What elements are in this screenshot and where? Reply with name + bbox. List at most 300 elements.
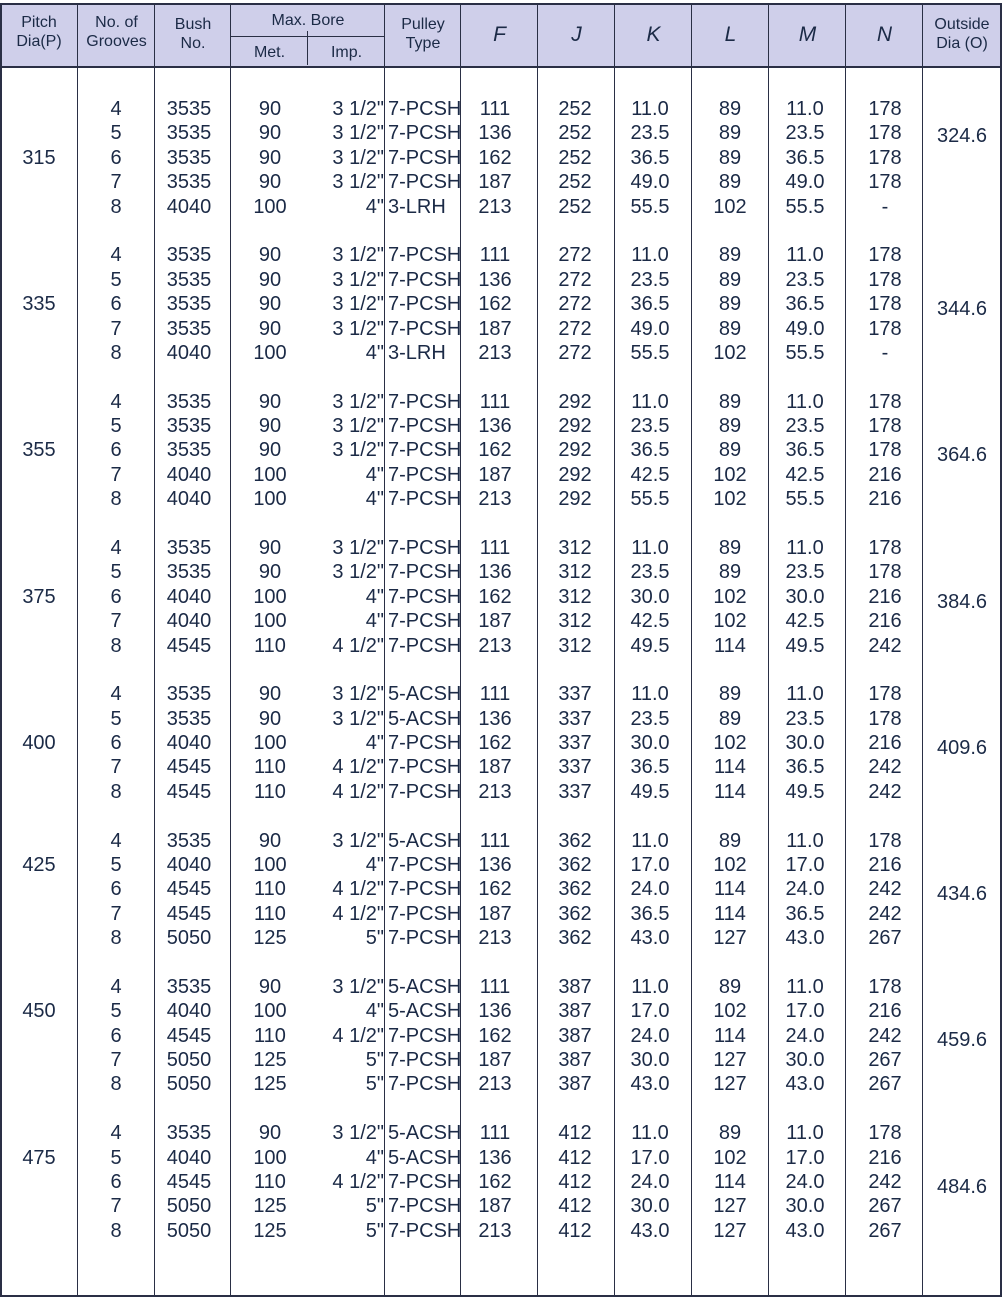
table-border-bottom — [0, 1295, 1002, 1297]
pulley-type-cell: 5-ACSH — [388, 975, 462, 998]
bore-imp-cell: 4 1/2" — [332, 780, 384, 803]
pitch-dia-cell: 355 — [22, 439, 56, 462]
m-cell: 49.0 — [785, 317, 825, 340]
header-pulley-type — [385, 15, 461, 53]
pulley-type-cell: 7-PCSH — [388, 1073, 462, 1096]
bore-met-cell: 125 — [253, 1195, 287, 1218]
pulley-type-cell: 7-PCSH — [388, 98, 462, 120]
header-bush — [155, 15, 231, 53]
bore-met-cell: 110 — [254, 634, 286, 657]
k-cell: 43.0 — [630, 1073, 670, 1096]
n-cell: 216 — [868, 853, 902, 876]
m-cell: 43.0 — [785, 1219, 825, 1242]
m-cell: 23.5 — [785, 122, 825, 145]
header-n: N — [876, 23, 893, 46]
f-cell: 187 — [478, 463, 512, 486]
header-pitch-line2: Dia(P) — [16, 33, 62, 50]
f-cell: 187 — [478, 756, 512, 779]
pulley-type-cell: 3-LRH — [388, 195, 446, 218]
k-cell: 23.5 — [630, 122, 670, 145]
l-cell: 102 — [713, 341, 747, 364]
j-cell: 292 — [558, 390, 592, 413]
bore-imp-cell: 3 1/2" — [332, 244, 384, 267]
bush-cell: 3535 — [166, 268, 212, 291]
header-pulley-line1: Pulley — [401, 16, 445, 33]
m-cell: 24.0 — [785, 1170, 825, 1193]
bore-imp-cell: 4 1/2" — [332, 878, 384, 901]
bore-imp-cell: 3 1/2" — [332, 439, 384, 462]
bore-imp-cell: 5" — [365, 927, 384, 950]
grooves-cell: 6 — [110, 585, 122, 608]
m-cell: 43.0 — [785, 927, 825, 950]
bore-met-cell: 100 — [253, 341, 287, 364]
bore-imp-cell: 3 1/2" — [332, 317, 384, 340]
n-cell: 216 — [868, 463, 902, 486]
bore-met-cell: 90 — [258, 317, 282, 340]
bore-met-cell: 100 — [253, 488, 287, 511]
bore-met-cell: 110 — [254, 1170, 286, 1193]
l-cell: 114 — [714, 878, 746, 901]
f-cell: 111 — [479, 98, 511, 120]
bore-imp-cell: 3 1/2" — [332, 146, 384, 169]
bush-cell: 4040 — [166, 195, 212, 218]
k-cell: 30.0 — [630, 1049, 670, 1071]
n-cell: 242 — [868, 780, 902, 803]
grooves-cell: 7 — [110, 902, 122, 925]
j-cell: 272 — [558, 244, 592, 267]
l-cell: 114 — [714, 780, 746, 803]
l-cell: 89 — [718, 146, 742, 169]
bush-cell: 4040 — [166, 610, 212, 633]
pitch-dia-cell: 335 — [22, 293, 56, 316]
pulley-type-cell: 7-PCSH — [388, 1195, 462, 1218]
n-cell: 216 — [868, 1000, 902, 1023]
k-cell: 49.0 — [630, 317, 670, 340]
f-cell: 213 — [478, 780, 512, 803]
bore-imp-cell: 4" — [365, 732, 384, 754]
k-cell: 24.0 — [630, 878, 670, 901]
l-cell: 102 — [713, 732, 747, 754]
f-cell: 111 — [479, 536, 511, 559]
l-cell: 114 — [714, 1024, 746, 1047]
bore-met-cell: 90 — [258, 829, 282, 852]
k-cell: 17.0 — [630, 853, 670, 876]
header-pulley-line2: Type — [405, 35, 441, 52]
bore-imp-cell: 4" — [365, 610, 384, 633]
header-grooves-line2: Grooves — [86, 33, 147, 50]
m-cell: 23.5 — [785, 707, 825, 730]
bore-met-cell: 90 — [258, 707, 282, 730]
bush-cell: 4545 — [166, 756, 212, 779]
bush-cell: 4040 — [166, 853, 212, 876]
f-cell: 187 — [478, 171, 512, 194]
n-cell: 267 — [868, 1195, 902, 1218]
bore-met-cell: 110 — [254, 780, 286, 803]
j-cell: 252 — [558, 146, 592, 169]
n-cell: 178 — [868, 98, 902, 120]
k-cell: 23.5 — [630, 268, 670, 291]
header-imp: Imp. — [330, 44, 363, 61]
f-cell: 111 — [479, 683, 511, 706]
divider — [537, 4, 538, 1296]
m-cell: 17.0 — [785, 853, 825, 876]
m-cell: 11.0 — [786, 536, 824, 559]
bore-met-cell: 100 — [253, 585, 287, 608]
grooves-cell: 5 — [110, 122, 122, 145]
bush-cell: 3535 — [166, 122, 212, 145]
l-cell: 89 — [718, 122, 742, 145]
l-cell: 89 — [718, 1122, 742, 1145]
j-cell: 387 — [558, 975, 592, 998]
bore-imp-cell: 4 1/2" — [332, 756, 384, 779]
j-cell: 252 — [558, 122, 592, 145]
j-cell: 362 — [558, 853, 592, 876]
bore-imp-cell: 4" — [365, 463, 384, 486]
bore-met-cell: 90 — [258, 390, 282, 413]
bore-met-cell: 90 — [258, 146, 282, 169]
j-cell: 272 — [558, 268, 592, 291]
bush-cell: 3535 — [166, 390, 212, 413]
j-cell: 312 — [558, 561, 592, 584]
divider — [691, 4, 692, 1296]
table-border-right — [1000, 4, 1003, 1296]
bush-cell: 3535 — [166, 98, 212, 120]
l-cell: 127 — [713, 927, 747, 950]
grooves-cell: 4 — [110, 829, 122, 852]
pulley-type-cell: 7-PCSH — [388, 634, 462, 657]
bore-met-cell: 90 — [258, 122, 282, 145]
f-cell: 136 — [478, 853, 512, 876]
k-cell: 23.5 — [630, 415, 670, 437]
k-cell: 49.0 — [630, 171, 670, 194]
bore-imp-cell: 3 1/2" — [332, 707, 384, 730]
bush-cell: 4040 — [166, 1000, 212, 1023]
bush-cell: 3535 — [166, 171, 212, 194]
grooves-cell: 8 — [110, 780, 122, 803]
grooves-cell: 7 — [110, 463, 122, 486]
bore-imp-cell: 5" — [365, 1219, 384, 1242]
outside-dia-cell: 434.6 — [936, 883, 988, 906]
n-cell: 178 — [868, 683, 902, 706]
m-cell: 23.5 — [785, 415, 825, 437]
k-cell: 11.0 — [631, 975, 669, 998]
grooves-cell: 7 — [110, 1049, 122, 1071]
n-cell: 178 — [868, 536, 902, 559]
n-cell: 267 — [868, 1073, 902, 1096]
bore-imp-cell: 4" — [365, 853, 384, 876]
bore-met-cell: 100 — [253, 610, 287, 633]
pulley-type-cell: 7-PCSH — [388, 439, 462, 462]
bore-met-cell: 90 — [258, 683, 282, 706]
m-cell: 36.5 — [785, 293, 825, 316]
pulley-type-cell: 7-PCSH — [388, 390, 462, 413]
f-cell: 111 — [479, 829, 511, 852]
n-cell: 242 — [868, 878, 902, 901]
j-cell: 312 — [558, 536, 592, 559]
bush-cell: 3535 — [166, 244, 212, 267]
f-cell: 187 — [478, 902, 512, 925]
header-outside-line2: Dia (O) — [936, 35, 988, 52]
n-cell: 242 — [868, 756, 902, 779]
bore-met-cell: 90 — [258, 293, 282, 316]
grooves-cell: 5 — [110, 1146, 122, 1169]
pulley-type-cell: 7-PCSH — [388, 732, 462, 754]
m-cell: 42.5 — [785, 463, 825, 486]
n-cell: 242 — [868, 1170, 902, 1193]
bush-cell: 4040 — [166, 463, 212, 486]
n-cell: 178 — [868, 293, 902, 316]
bush-cell: 3535 — [166, 536, 212, 559]
n-cell: 242 — [868, 634, 902, 657]
bore-imp-cell: 4 1/2" — [332, 1170, 384, 1193]
f-cell: 213 — [478, 634, 512, 657]
f-cell: 187 — [478, 317, 512, 340]
bore-met-cell: 100 — [253, 1146, 287, 1169]
bore-met-cell: 125 — [253, 927, 287, 950]
pulley-type-cell: 7-PCSH — [388, 1219, 462, 1242]
l-cell: 102 — [713, 488, 747, 511]
m-cell: 11.0 — [786, 1122, 824, 1145]
grooves-cell: 6 — [110, 439, 122, 462]
f-cell: 136 — [478, 122, 512, 145]
grooves-cell: 4 — [110, 1122, 122, 1145]
pulley-type-cell: 7-PCSH — [388, 171, 462, 194]
m-cell: 23.5 — [785, 561, 825, 584]
pitch-dia-cell: 315 — [22, 146, 56, 169]
l-cell: 89 — [718, 317, 742, 340]
bore-imp-cell: 4 1/2" — [332, 634, 384, 657]
m-cell: 49.5 — [785, 634, 825, 657]
header-l: L — [724, 23, 737, 46]
pulley-type-cell: 7-PCSH — [388, 878, 462, 901]
n-cell: 178 — [868, 829, 902, 852]
bore-imp-cell: 3 1/2" — [332, 268, 384, 291]
k-cell: 17.0 — [630, 1000, 670, 1023]
k-cell: 11.0 — [631, 244, 669, 267]
l-cell: 102 — [713, 195, 747, 218]
f-cell: 162 — [478, 1170, 512, 1193]
grooves-cell: 4 — [110, 244, 122, 267]
bore-imp-cell: 4" — [365, 1146, 384, 1169]
m-cell: 11.0 — [786, 829, 824, 852]
f-cell: 111 — [479, 244, 511, 267]
bush-cell: 3535 — [166, 1122, 212, 1145]
bush-cell: 3535 — [166, 683, 212, 706]
l-cell: 89 — [718, 415, 742, 437]
n-cell: 216 — [868, 1146, 902, 1169]
f-cell: 213 — [478, 341, 512, 364]
divider-met-imp — [307, 31, 308, 65]
m-cell: 55.5 — [785, 195, 825, 218]
f-cell: 136 — [478, 1146, 512, 1169]
n-cell: 178 — [868, 439, 902, 462]
bore-met-cell: 100 — [253, 853, 287, 876]
bore-imp-cell: 3 1/2" — [332, 975, 384, 998]
n-cell: 178 — [868, 707, 902, 730]
grooves-cell: 4 — [110, 536, 122, 559]
pitch-dia-cell: 375 — [22, 585, 56, 608]
j-cell: 412 — [558, 1195, 592, 1218]
j-cell: 362 — [558, 878, 592, 901]
f-cell: 162 — [478, 1024, 512, 1047]
grooves-cell: 6 — [110, 146, 122, 169]
bush-cell: 3535 — [166, 146, 212, 169]
bush-cell: 4545 — [166, 1170, 212, 1193]
divider — [384, 4, 385, 1296]
bush-cell: 3535 — [166, 439, 212, 462]
pulley-type-cell: 7-PCSH — [388, 1049, 462, 1071]
k-cell: 17.0 — [630, 1146, 670, 1169]
n-cell: 178 — [868, 561, 902, 584]
grooves-cell: 7 — [110, 171, 122, 194]
pulley-type-cell: 7-PCSH — [388, 1024, 462, 1047]
n-cell: 178 — [868, 317, 902, 340]
bush-cell: 4545 — [166, 902, 212, 925]
grooves-cell: 5 — [110, 853, 122, 876]
header-grooves-line1: No. of — [95, 14, 138, 31]
divider — [614, 4, 615, 1296]
bush-cell: 4545 — [166, 878, 212, 901]
bore-imp-cell: 5" — [365, 1049, 384, 1071]
bush-cell: 3535 — [166, 317, 212, 340]
m-cell: 11.0 — [786, 98, 824, 120]
j-cell: 387 — [558, 1000, 592, 1023]
l-cell: 89 — [718, 98, 742, 120]
bore-met-cell: 110 — [254, 1024, 286, 1047]
pulley-type-cell: 7-PCSH — [388, 536, 462, 559]
l-cell: 114 — [714, 1170, 746, 1193]
j-cell: 337 — [558, 780, 592, 803]
table-border-left — [0, 4, 3, 1296]
j-cell: 362 — [558, 927, 592, 950]
bush-cell: 3535 — [166, 293, 212, 316]
grooves-cell: 5 — [110, 415, 122, 437]
f-cell: 136 — [478, 561, 512, 584]
bore-met-cell: 110 — [254, 878, 286, 901]
f-cell: 162 — [478, 146, 512, 169]
f-cell: 136 — [478, 268, 512, 291]
bore-met-cell: 90 — [258, 561, 282, 584]
grooves-cell: 8 — [110, 488, 122, 511]
outside-dia-cell: 344.6 — [936, 297, 988, 320]
l-cell: 89 — [718, 171, 742, 194]
k-cell: 30.0 — [630, 585, 670, 608]
k-cell: 36.5 — [630, 293, 670, 316]
bore-imp-cell: 5" — [365, 1073, 384, 1096]
pulley-type-cell: 7-PCSH — [388, 317, 462, 340]
m-cell: 24.0 — [785, 878, 825, 901]
pulley-type-cell: 7-PCSH — [388, 488, 462, 511]
header-bush-line2: No. — [180, 35, 206, 52]
bush-cell: 3535 — [166, 561, 212, 584]
k-cell: 24.0 — [630, 1024, 670, 1047]
grooves-cell: 8 — [110, 1073, 122, 1096]
f-cell: 136 — [478, 415, 512, 437]
j-cell: 312 — [558, 585, 592, 608]
l-cell: 114 — [714, 902, 746, 925]
n-cell: 178 — [868, 390, 902, 413]
grooves-cell: 5 — [110, 1000, 122, 1023]
l-cell: 102 — [713, 585, 747, 608]
j-cell: 292 — [558, 439, 592, 462]
j-cell: 292 — [558, 488, 592, 511]
bush-cell: 5050 — [166, 1195, 212, 1218]
pulley-type-cell: 7-PCSH — [388, 122, 462, 145]
grooves-cell: 7 — [110, 610, 122, 633]
pulley-type-cell: 7-PCSH — [388, 268, 462, 291]
n-cell: 178 — [868, 975, 902, 998]
l-cell: 102 — [713, 853, 747, 876]
header-outside-dia — [923, 15, 1001, 53]
m-cell: 24.0 — [785, 1024, 825, 1047]
m-cell: 55.5 — [785, 341, 825, 364]
n-cell: - — [881, 341, 889, 364]
k-cell: 24.0 — [630, 1170, 670, 1193]
pulley-type-cell: 7-PCSH — [388, 780, 462, 803]
k-cell: 36.5 — [630, 439, 670, 462]
m-cell: 11.0 — [786, 683, 824, 706]
k-cell: 36.5 — [630, 146, 670, 169]
divider — [845, 4, 846, 1296]
n-cell: 178 — [868, 171, 902, 194]
bush-cell: 4040 — [166, 1146, 212, 1169]
k-cell: 55.5 — [630, 195, 670, 218]
k-cell: 11.0 — [631, 98, 669, 120]
bush-cell: 4040 — [166, 488, 212, 511]
grooves-cell: 6 — [110, 1170, 122, 1193]
grooves-cell: 4 — [110, 683, 122, 706]
grooves-cell: 6 — [110, 1024, 122, 1047]
l-cell: 89 — [718, 536, 742, 559]
header-subdivider — [231, 36, 385, 37]
grooves-cell: 6 — [110, 293, 122, 316]
n-cell: 242 — [868, 1024, 902, 1047]
n-cell: 178 — [868, 244, 902, 267]
m-cell: 11.0 — [786, 975, 824, 998]
n-cell: 178 — [868, 268, 902, 291]
pulley-type-cell: 7-PCSH — [388, 146, 462, 169]
bore-met-cell: 90 — [258, 171, 282, 194]
grooves-cell: 8 — [110, 341, 122, 364]
grooves-cell: 6 — [110, 878, 122, 901]
m-cell: 23.5 — [785, 268, 825, 291]
grooves-cell: 7 — [110, 1195, 122, 1218]
l-cell: 89 — [718, 268, 742, 291]
k-cell: 11.0 — [631, 829, 669, 852]
f-cell: 213 — [478, 488, 512, 511]
grooves-cell: 4 — [110, 390, 122, 413]
l-cell: 89 — [718, 975, 742, 998]
l-cell: 89 — [718, 707, 742, 730]
n-cell: 216 — [868, 488, 902, 511]
l-cell: 127 — [713, 1219, 747, 1242]
m-cell: 43.0 — [785, 1073, 825, 1096]
j-cell: 272 — [558, 341, 592, 364]
grooves-cell: 5 — [110, 561, 122, 584]
j-cell: 412 — [558, 1146, 592, 1169]
n-cell: 178 — [868, 146, 902, 169]
pulley-type-cell: 7-PCSH — [388, 853, 462, 876]
bore-met-cell: 90 — [258, 975, 282, 998]
bush-cell: 4040 — [166, 341, 212, 364]
j-cell: 337 — [558, 732, 592, 754]
outside-dia-cell: 324.6 — [936, 124, 988, 147]
l-cell: 89 — [718, 390, 742, 413]
bore-met-cell: 100 — [253, 732, 287, 754]
bore-met-cell: 100 — [253, 195, 287, 218]
k-cell: 43.0 — [630, 1219, 670, 1242]
j-cell: 387 — [558, 1024, 592, 1047]
